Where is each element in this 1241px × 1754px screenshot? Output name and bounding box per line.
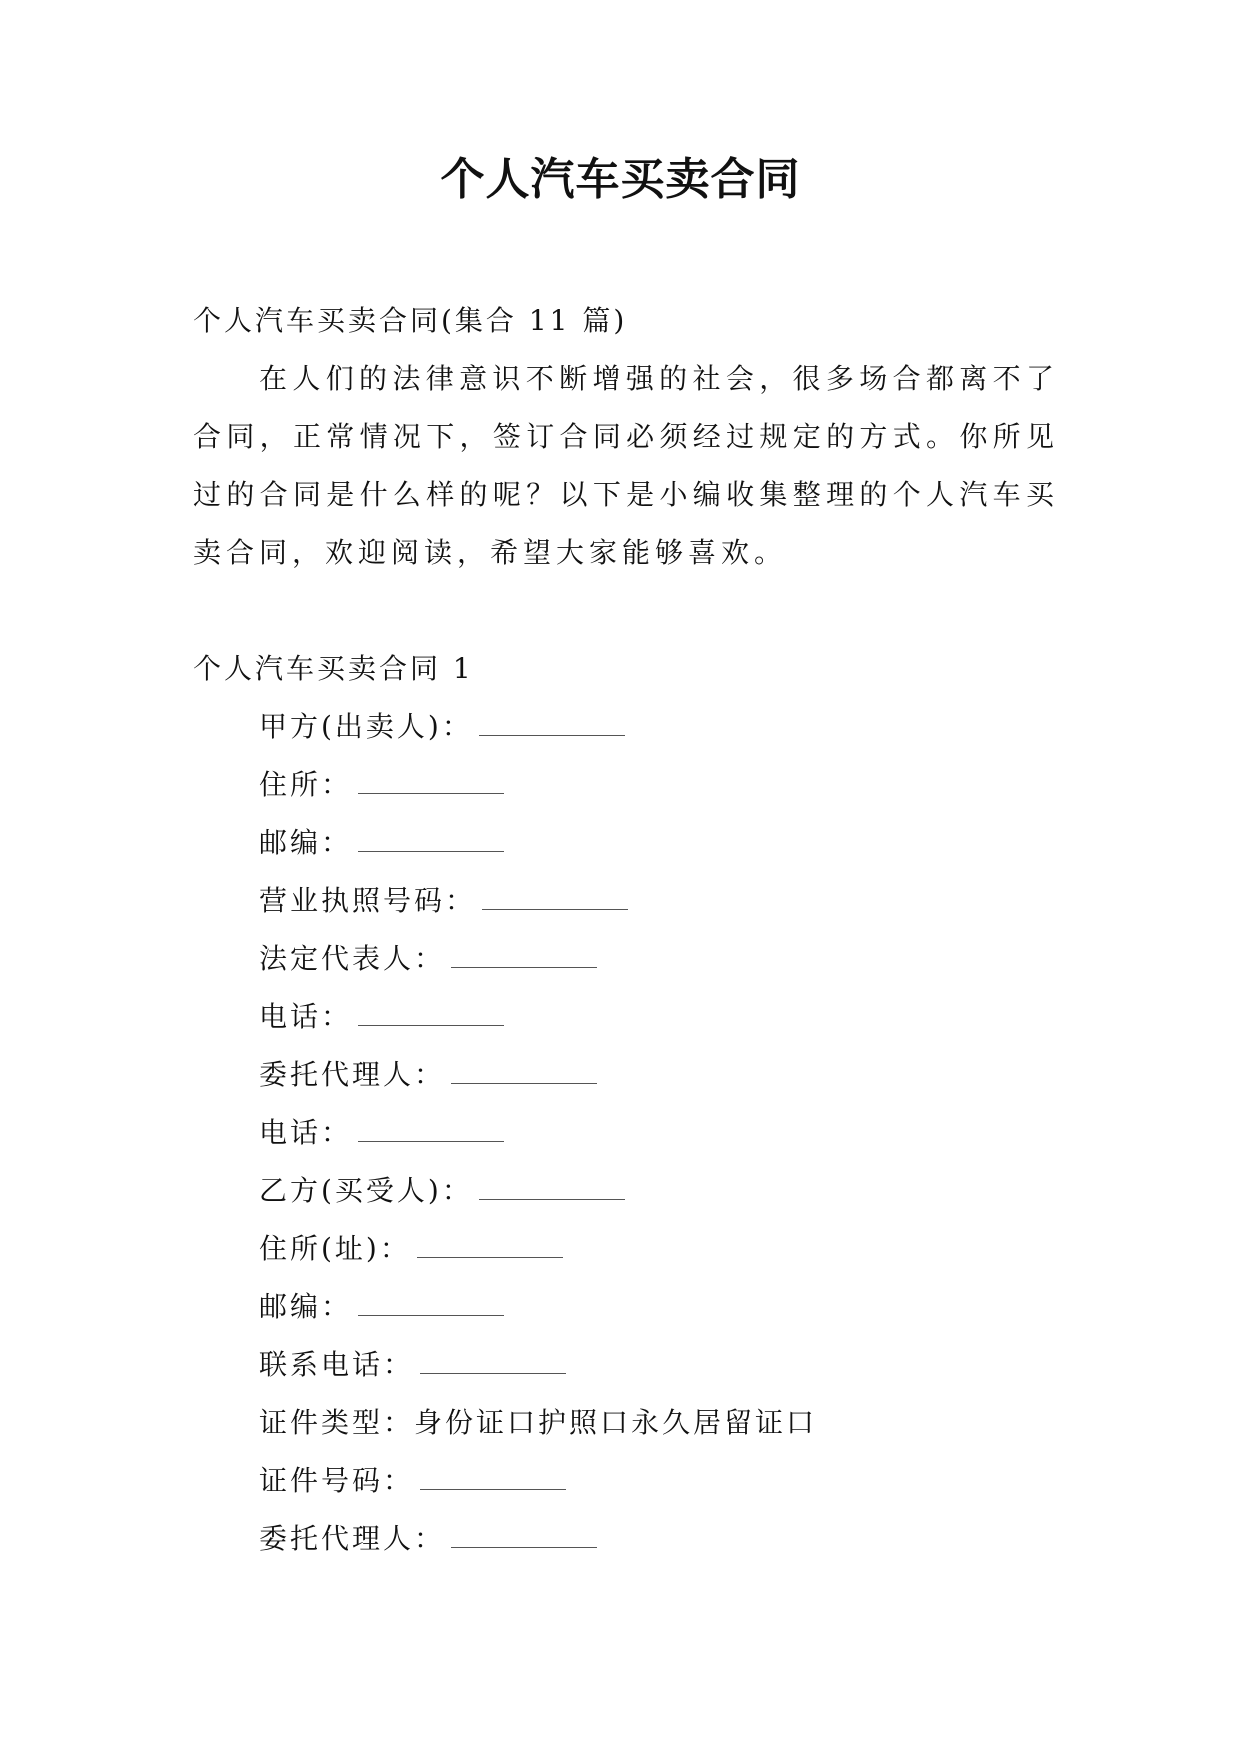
field-seller-postcode xyxy=(193,814,1059,872)
field-id-type xyxy=(193,1394,1059,1452)
field-seller-phone xyxy=(193,988,1059,1046)
field-label: 委托代理人： xyxy=(259,1522,446,1555)
field-label: 电话： xyxy=(259,1000,353,1033)
field-buyer-agent xyxy=(193,1510,1059,1568)
field-buyer-postcode xyxy=(193,1278,1059,1336)
field-business-license xyxy=(193,872,1059,930)
field-label: 住所： xyxy=(259,768,353,801)
field-legal-representative xyxy=(193,930,1059,988)
field-buyer-address xyxy=(193,1220,1059,1278)
document-body xyxy=(193,292,1059,1568)
field-label: 住所(址)： xyxy=(259,1232,411,1265)
field-seller-address xyxy=(193,756,1059,814)
field-blank xyxy=(479,707,625,736)
spacer xyxy=(193,582,1059,640)
subtitle: 个人汽车买卖合同(集合 11 篇) xyxy=(193,304,628,337)
field-label: 甲方(出卖人)： xyxy=(259,710,473,743)
field-blank xyxy=(479,1171,625,1200)
field-blank xyxy=(358,765,504,794)
field-blank xyxy=(358,1287,504,1316)
section-heading: 个人汽车买卖合同 1 xyxy=(193,652,474,685)
field-blank xyxy=(420,1461,566,1490)
field-blank xyxy=(482,881,628,910)
field-buyer xyxy=(193,1162,1059,1220)
field-label: 委托代理人： xyxy=(259,1058,446,1091)
field-label: 营业执照号码： xyxy=(259,884,477,917)
field-label: 电话： xyxy=(259,1116,353,1149)
field-seller xyxy=(193,698,1059,756)
field-label: 联系电话： xyxy=(259,1348,415,1381)
field-label: 证件号码： xyxy=(259,1464,415,1497)
field-blank xyxy=(451,1519,597,1548)
field-label: 邮编： xyxy=(259,826,353,859)
field-blank xyxy=(451,1055,597,1084)
field-blank xyxy=(358,1113,504,1142)
field-label: 乙方(买受人)： xyxy=(259,1174,473,1207)
field-blank xyxy=(420,1345,566,1374)
field-id-number xyxy=(193,1452,1059,1510)
field-blank xyxy=(358,997,504,1026)
intro-paragraph: 在人们的法律意识不断增强的社会，很多场合都离不了合同，正常情况下，签订合同必须经过规定的方式。你所见过的合同是什么样的呢？以下是小编收集整理的个人汽车买卖合同，欢迎阅读，希望大家能够喜欢。 xyxy=(193,362,1059,569)
field-blank xyxy=(417,1229,563,1258)
field-blank xyxy=(358,823,504,852)
field-buyer-phone xyxy=(193,1336,1059,1394)
field-blank xyxy=(451,939,597,968)
field-label: 邮编： xyxy=(259,1290,353,1323)
field-label: 法定代表人： xyxy=(259,942,446,975)
page-title: 个人汽车买卖合同 xyxy=(440,154,801,205)
field-agent-phone xyxy=(193,1104,1059,1162)
field-label: 证件类型：身份证口护照口永久居留证口 xyxy=(259,1406,818,1439)
field-seller-agent xyxy=(193,1046,1059,1104)
